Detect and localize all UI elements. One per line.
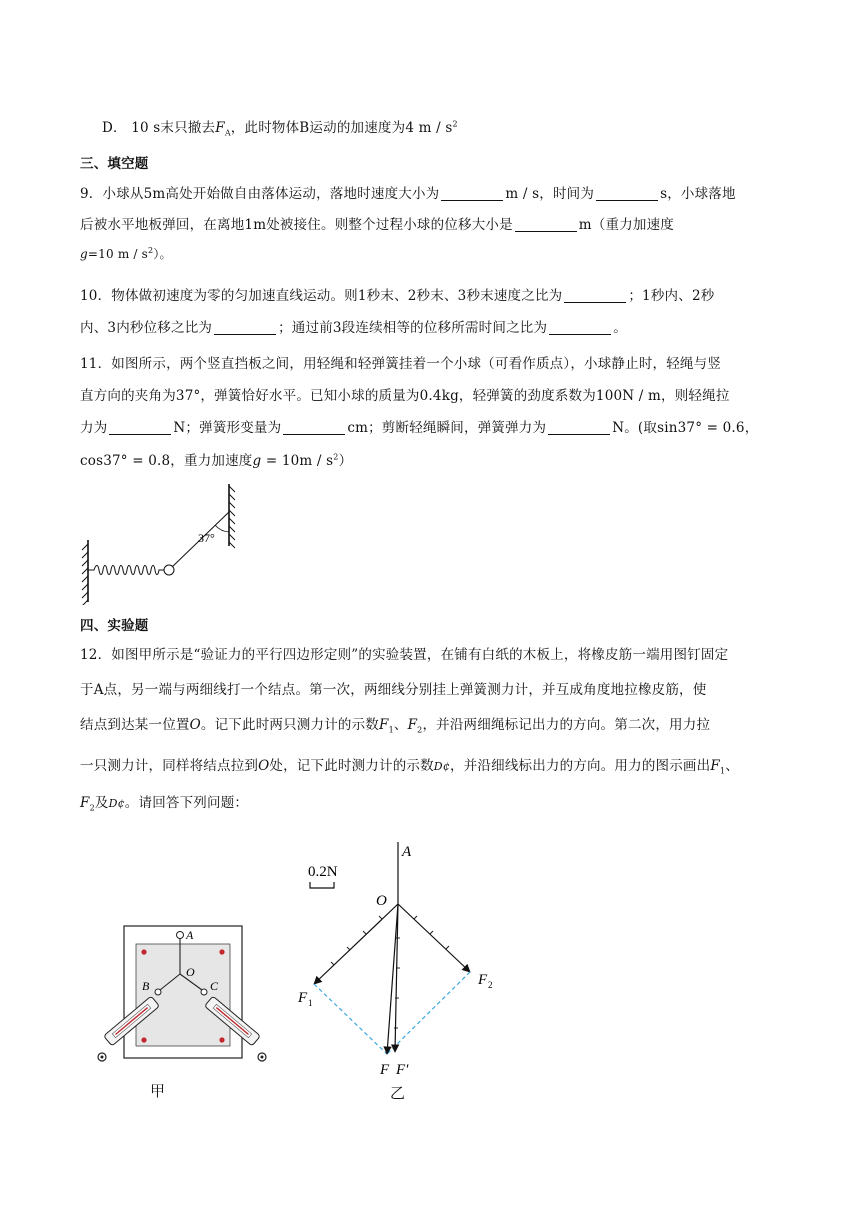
q11-text: N；弹簧形变量为 (173, 420, 282, 436)
answer-blank[interactable] (214, 320, 276, 335)
q11-text: N。(取sin37° = 0.6， (612, 420, 759, 436)
angle-label: 37° (198, 531, 215, 545)
sub-2: 2 (417, 725, 423, 735)
q10-text: ；1秒内、2秒 (628, 288, 715, 304)
label-f2-sub: 2 (488, 980, 493, 990)
answer-blank[interactable] (515, 217, 577, 232)
option-d-text-1: 10 s末只撤去 (131, 120, 216, 136)
arrow-f2 (398, 904, 470, 972)
experiment-apparatus-figure (92, 918, 272, 1068)
dashed-side-left (314, 984, 387, 1054)
label-a: A (402, 844, 412, 860)
q10-line-1 (80, 284, 714, 304)
q9-text: m（重力加速度 (578, 217, 674, 233)
section-4-title: 四、实验题 (80, 618, 149, 634)
symbol-f2: F (407, 717, 418, 733)
point-a-ring (177, 932, 184, 939)
q11-text: = 10m / s (261, 453, 334, 469)
option-d-text-2: ，此时物体B运动的加速度为4 m / s (230, 120, 453, 136)
caption-yi: 乙 (390, 1084, 406, 1102)
q9-text: ）。 (153, 247, 172, 261)
symbol-g: g (80, 247, 88, 261)
q10-text: 10．物体做初速度为零的匀加速直线运动。则1秒末、2秒末、3秒末速度之比为 (80, 288, 563, 304)
q9-sup: 2 (148, 246, 154, 255)
answer-blank[interactable] (549, 320, 611, 335)
label-f1-sub: 1 (308, 998, 313, 1008)
symbol-g: g (252, 453, 262, 469)
q10-text: 。 (613, 320, 627, 336)
q9-text: 后被水平地板弹回，在离地1m处被接住。则整个过程小球的位移大小是 (80, 217, 513, 233)
q12-text: 。记下此时两只测力计的示数 (200, 717, 379, 733)
q12-text: 及 (94, 795, 109, 811)
q12-text: 处，记下此时测力计的示数 (269, 758, 434, 774)
q11-line-4 (80, 449, 352, 469)
f2-ticks (414, 916, 449, 949)
q12-line-2: 于A点，另一端与两细线打一个结点。第一次，两细线分别挂上弹簧测力计，并互成角度地拉橡皮筋，使 (80, 682, 707, 698)
scale-label: 0.2N (308, 864, 338, 880)
q9-text: 9．小球从5m高处开始做自由落体运动，落地时速度大小为 (80, 186, 440, 202)
q11-text: cm；剪断轻绳瞬间，弹簧弹力为 (347, 420, 547, 436)
answer-blank[interactable] (441, 186, 503, 201)
label-c: C (210, 979, 219, 993)
q12-text: 、 (393, 717, 408, 733)
q11-line-1: 11．如图所示，两个竖直挡板之间，用轻绳和轻弹簧挂着一个小球（可看作质点），小球静止时，轻绳与竖 (80, 356, 722, 372)
answer-blank[interactable] (564, 288, 626, 303)
symbol-f2: F (80, 795, 90, 811)
q12-text: ，并沿两细绳标记出力的方向。第二次，用力拉 (422, 717, 711, 733)
answer-blank[interactable] (109, 420, 171, 435)
q9-text: m / s，时间为 (505, 186, 595, 202)
angle-arc (215, 525, 229, 532)
ball (164, 565, 174, 575)
section-3-title: 三、填空题 (80, 156, 149, 172)
q10-line-2 (80, 316, 627, 336)
q12-text: 一只测力计，同样将结点拉到 (80, 758, 259, 774)
q9-line-3 (80, 245, 172, 262)
scale-ring-left-dot (101, 1056, 104, 1059)
arrow-f1 (314, 904, 398, 984)
q11-text: 力为 (80, 420, 108, 436)
q9-line-2 (80, 213, 674, 233)
label-o: O (376, 893, 387, 909)
q12-text: 、 (725, 758, 739, 774)
q11-text: ） (338, 453, 353, 469)
q12-text: ，并沿细线标出力的方向。用力的图示画出 (450, 758, 711, 774)
answer-blank[interactable] (283, 420, 345, 435)
right-wall-hatch (229, 486, 235, 548)
q12-text: 。请回答下列问题： (124, 795, 249, 811)
q10-text: ；通过前3段连续相等的位移所需时间之比为 (278, 320, 548, 336)
q12-line-3 (80, 713, 710, 735)
symbol-d-prime: D¢ (108, 797, 125, 810)
force-fa-sub: A (224, 128, 231, 138)
f1-ticks (331, 916, 382, 965)
q12-line-1: 12．如图甲所示是“验证力的平行四边形定则”的实验装置，在铺有白纸的木板上，将橡皮筋一端用图钉固定 (80, 647, 729, 663)
label-b: B (142, 979, 150, 993)
q12-text: 结点到达某一位置 (80, 717, 190, 733)
q12-line-5 (80, 791, 248, 813)
answer-blank[interactable] (596, 186, 658, 201)
answer-blank[interactable] (548, 420, 610, 435)
q11-sup: 2 (333, 452, 339, 462)
label-o: O (186, 965, 195, 979)
symbol-d-prime: D¢ (433, 760, 451, 773)
option-d-sup: 2 (452, 119, 458, 129)
q9-line-1 (80, 182, 736, 202)
q11-text: cos37° = 0.8，重力加速度 (80, 453, 253, 469)
option-d (102, 116, 458, 138)
label-f: F (380, 1062, 390, 1078)
force-parallelogram-figure (290, 838, 520, 1108)
sub-2: 2 (89, 803, 95, 813)
label-a: A (186, 928, 194, 942)
scale-bar (310, 882, 334, 888)
sub-1: 1 (719, 766, 726, 776)
spring-rope-figure (76, 480, 246, 605)
sub-1: 1 (388, 725, 394, 735)
q10-text: 内、3内秒位移之比为 (80, 320, 213, 336)
q11-line-2: 直方向的夹角为37°，弹簧恰好水平。已知小球的质量为0.4kg，轻弹簧的劲度系数为100N / m，则轻绳拉 (80, 388, 730, 404)
q9-text: s，小球落地 (660, 186, 736, 202)
label-f-prime: F′ (396, 1062, 409, 1078)
q11-line-3 (80, 416, 758, 436)
hook-b (155, 989, 161, 995)
label-f2: F (478, 972, 488, 988)
option-d-label: D． (102, 120, 127, 136)
dashed-side-right (387, 972, 470, 1054)
symbol-o: O (258, 758, 270, 774)
symbol-f1: F (379, 717, 389, 733)
symbol-f1: F (710, 758, 720, 774)
scale-ring-right-dot (261, 1056, 264, 1059)
hook-c (201, 989, 207, 995)
spring (88, 566, 164, 575)
symbol-o: O (189, 717, 201, 733)
q9-text: =10 m / s (87, 247, 149, 261)
label-f1: F (298, 990, 308, 1006)
left-wall-hatch (82, 544, 88, 605)
caption-jia: 甲 (150, 1082, 166, 1100)
force-fa: F (215, 120, 225, 136)
white-paper (136, 944, 230, 1046)
q12-line-4 (80, 754, 739, 776)
